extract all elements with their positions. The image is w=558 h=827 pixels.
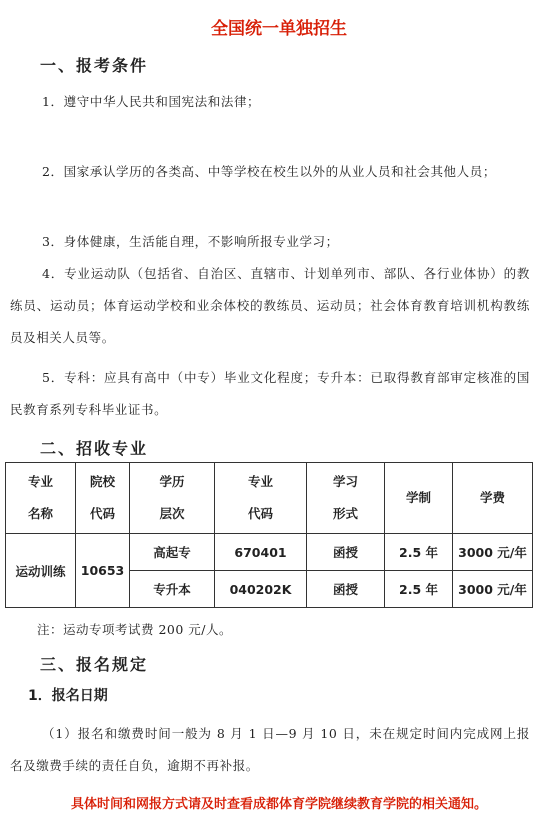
cell-level: 专升本 xyxy=(130,571,215,608)
cell-major-code: 040202K xyxy=(215,571,307,608)
cell-duration: 2.5 年 xyxy=(385,571,453,608)
cell-fee: 3000 元/年 xyxy=(453,534,533,571)
registration-paragraph: （1）报名和缴费时间一般为 8 月 1 日—9 月 10 日，未在规定时间内完成网上报名及缴费手续的责任自负，逾期不再补报。 xyxy=(10,726,530,773)
section-heading-conditions: 一、报考条件 xyxy=(40,56,149,75)
section-heading-registration: 三、报名规定 xyxy=(40,655,149,674)
condition-item-2: 2．国家承认学历的各类高、中等学校在校生以外的从业人员和社会其他人员； xyxy=(42,164,496,179)
cell-study-form: 函授 xyxy=(307,534,385,571)
header-major-code: 专业 代码 xyxy=(215,463,307,534)
section-heading-majors: 二、招收专业 xyxy=(40,439,149,458)
table-row xyxy=(6,534,533,571)
table-header-row xyxy=(6,463,533,534)
cell-level: 高起专 xyxy=(130,534,215,571)
cell-school-code: 10653 xyxy=(76,534,130,608)
header-major-name: 专业 名称 xyxy=(6,463,76,534)
cell-major-name: 运动训练 xyxy=(6,534,76,608)
condition-item-4: 4．专业运动队（包括省、自治区、直辖市、计划单列市、部队、各行业体协）的教练员、运动员；体育运动学校和业余体校的教练员、运动员；社会体育教育培训机构教练员及相关人员等。 xyxy=(10,266,530,345)
condition-item-1: 1．遵守中华人民共和国宪法和法律； xyxy=(42,94,261,109)
fee-note: 注：运动专项考试费 200 元/人。 xyxy=(37,622,233,637)
header-study-form: 学习 形式 xyxy=(307,463,385,534)
sub-heading-registration-date: 1．报名日期 xyxy=(28,688,108,704)
red-notice: 具体时间和网报方式请及时查看成都体育学院继续教育学院的相关通知。 xyxy=(70,797,487,812)
cell-fee: 3000 元/年 xyxy=(453,571,533,608)
condition-item-3: 3．身体健康，生活能自理，不影响所报专业学习； xyxy=(42,234,339,249)
header-fee: 学费 xyxy=(453,463,533,534)
cell-duration: 2.5 年 xyxy=(385,534,453,571)
header-level: 学历 层次 xyxy=(130,463,215,534)
header-school-code: 院校 代码 xyxy=(76,463,130,534)
condition-item-5: 5．专科：应具有高中（中专）毕业文化程度；专升本：已取得教育部审定核准的国民教育系列专科毕业证书。 xyxy=(10,370,530,417)
cell-major-code: 670401 xyxy=(215,534,307,571)
header-duration: 学制 xyxy=(385,463,453,534)
majors-table xyxy=(5,462,533,608)
document-title: 全国统一单独招生 xyxy=(211,19,347,39)
cell-study-form: 函授 xyxy=(307,571,385,608)
